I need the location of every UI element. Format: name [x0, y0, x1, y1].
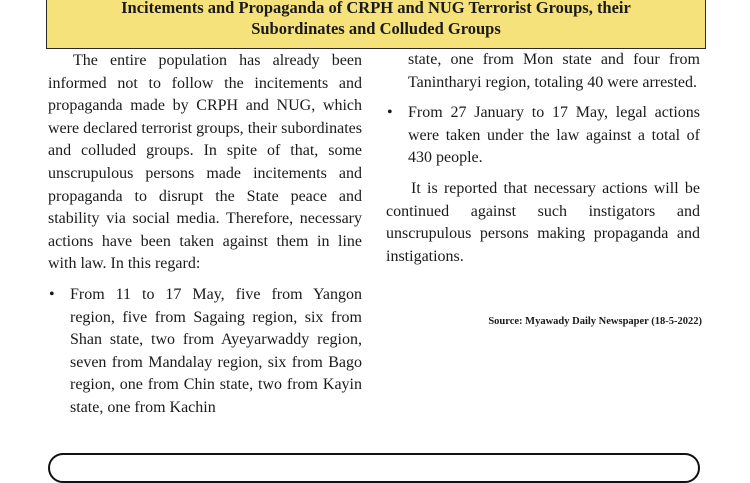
left-column	[48, 50, 362, 420]
arrests-text: From 11 to 17 May, five from Yangon region, five from Sagaing region, six from Shan state, two from Ayeyarwaddy region, seven from Mandalay region, six from Bago region, one from Chin state, two from Kayin state, one from Kachin	[70, 285, 362, 416]
closing-paragraph: It is reported that necessary actions will be continued against such instigators and unscrupulous persons making propaganda and instigations.	[386, 179, 700, 265]
next-section-box	[48, 453, 700, 483]
article-title-box	[46, 0, 706, 49]
right-column	[386, 49, 700, 268]
article-title-line2: Subordinates and Colluded Groups	[251, 19, 501, 38]
bullet-icon: •	[49, 285, 55, 303]
article-title-line1: Incitements and Propaganda of CRPH and NUG Terrorist Groups, their	[121, 0, 631, 17]
bullet-icon: •	[387, 104, 393, 122]
source-citation: Source: Myawady Daily Newspaper (18-5-2022)	[488, 316, 702, 327]
intro-paragraph: The entire population has already been informed not to follow the incitements and propaganda made by CRPH and NUG, which were declared terrorist groups, their subordinates and colluded groups. In spite of that, some unscrupulous persons made incitements and propaganda to disrupt the State peace and stability via social media. Therefore, necessary actions have been taken against them in line with law. In this regard:	[48, 52, 362, 273]
list-item-legal-actions	[386, 102, 700, 170]
list-item-arrests	[48, 284, 362, 420]
arrests-text-continued: state, one from Mon state and four from Tanintharyi region, totaling 40 were arrested.	[408, 51, 700, 91]
legal-actions-text: From 27 January to 17 May, legal actions were taken under the law against a total of 430 people.	[408, 104, 700, 167]
